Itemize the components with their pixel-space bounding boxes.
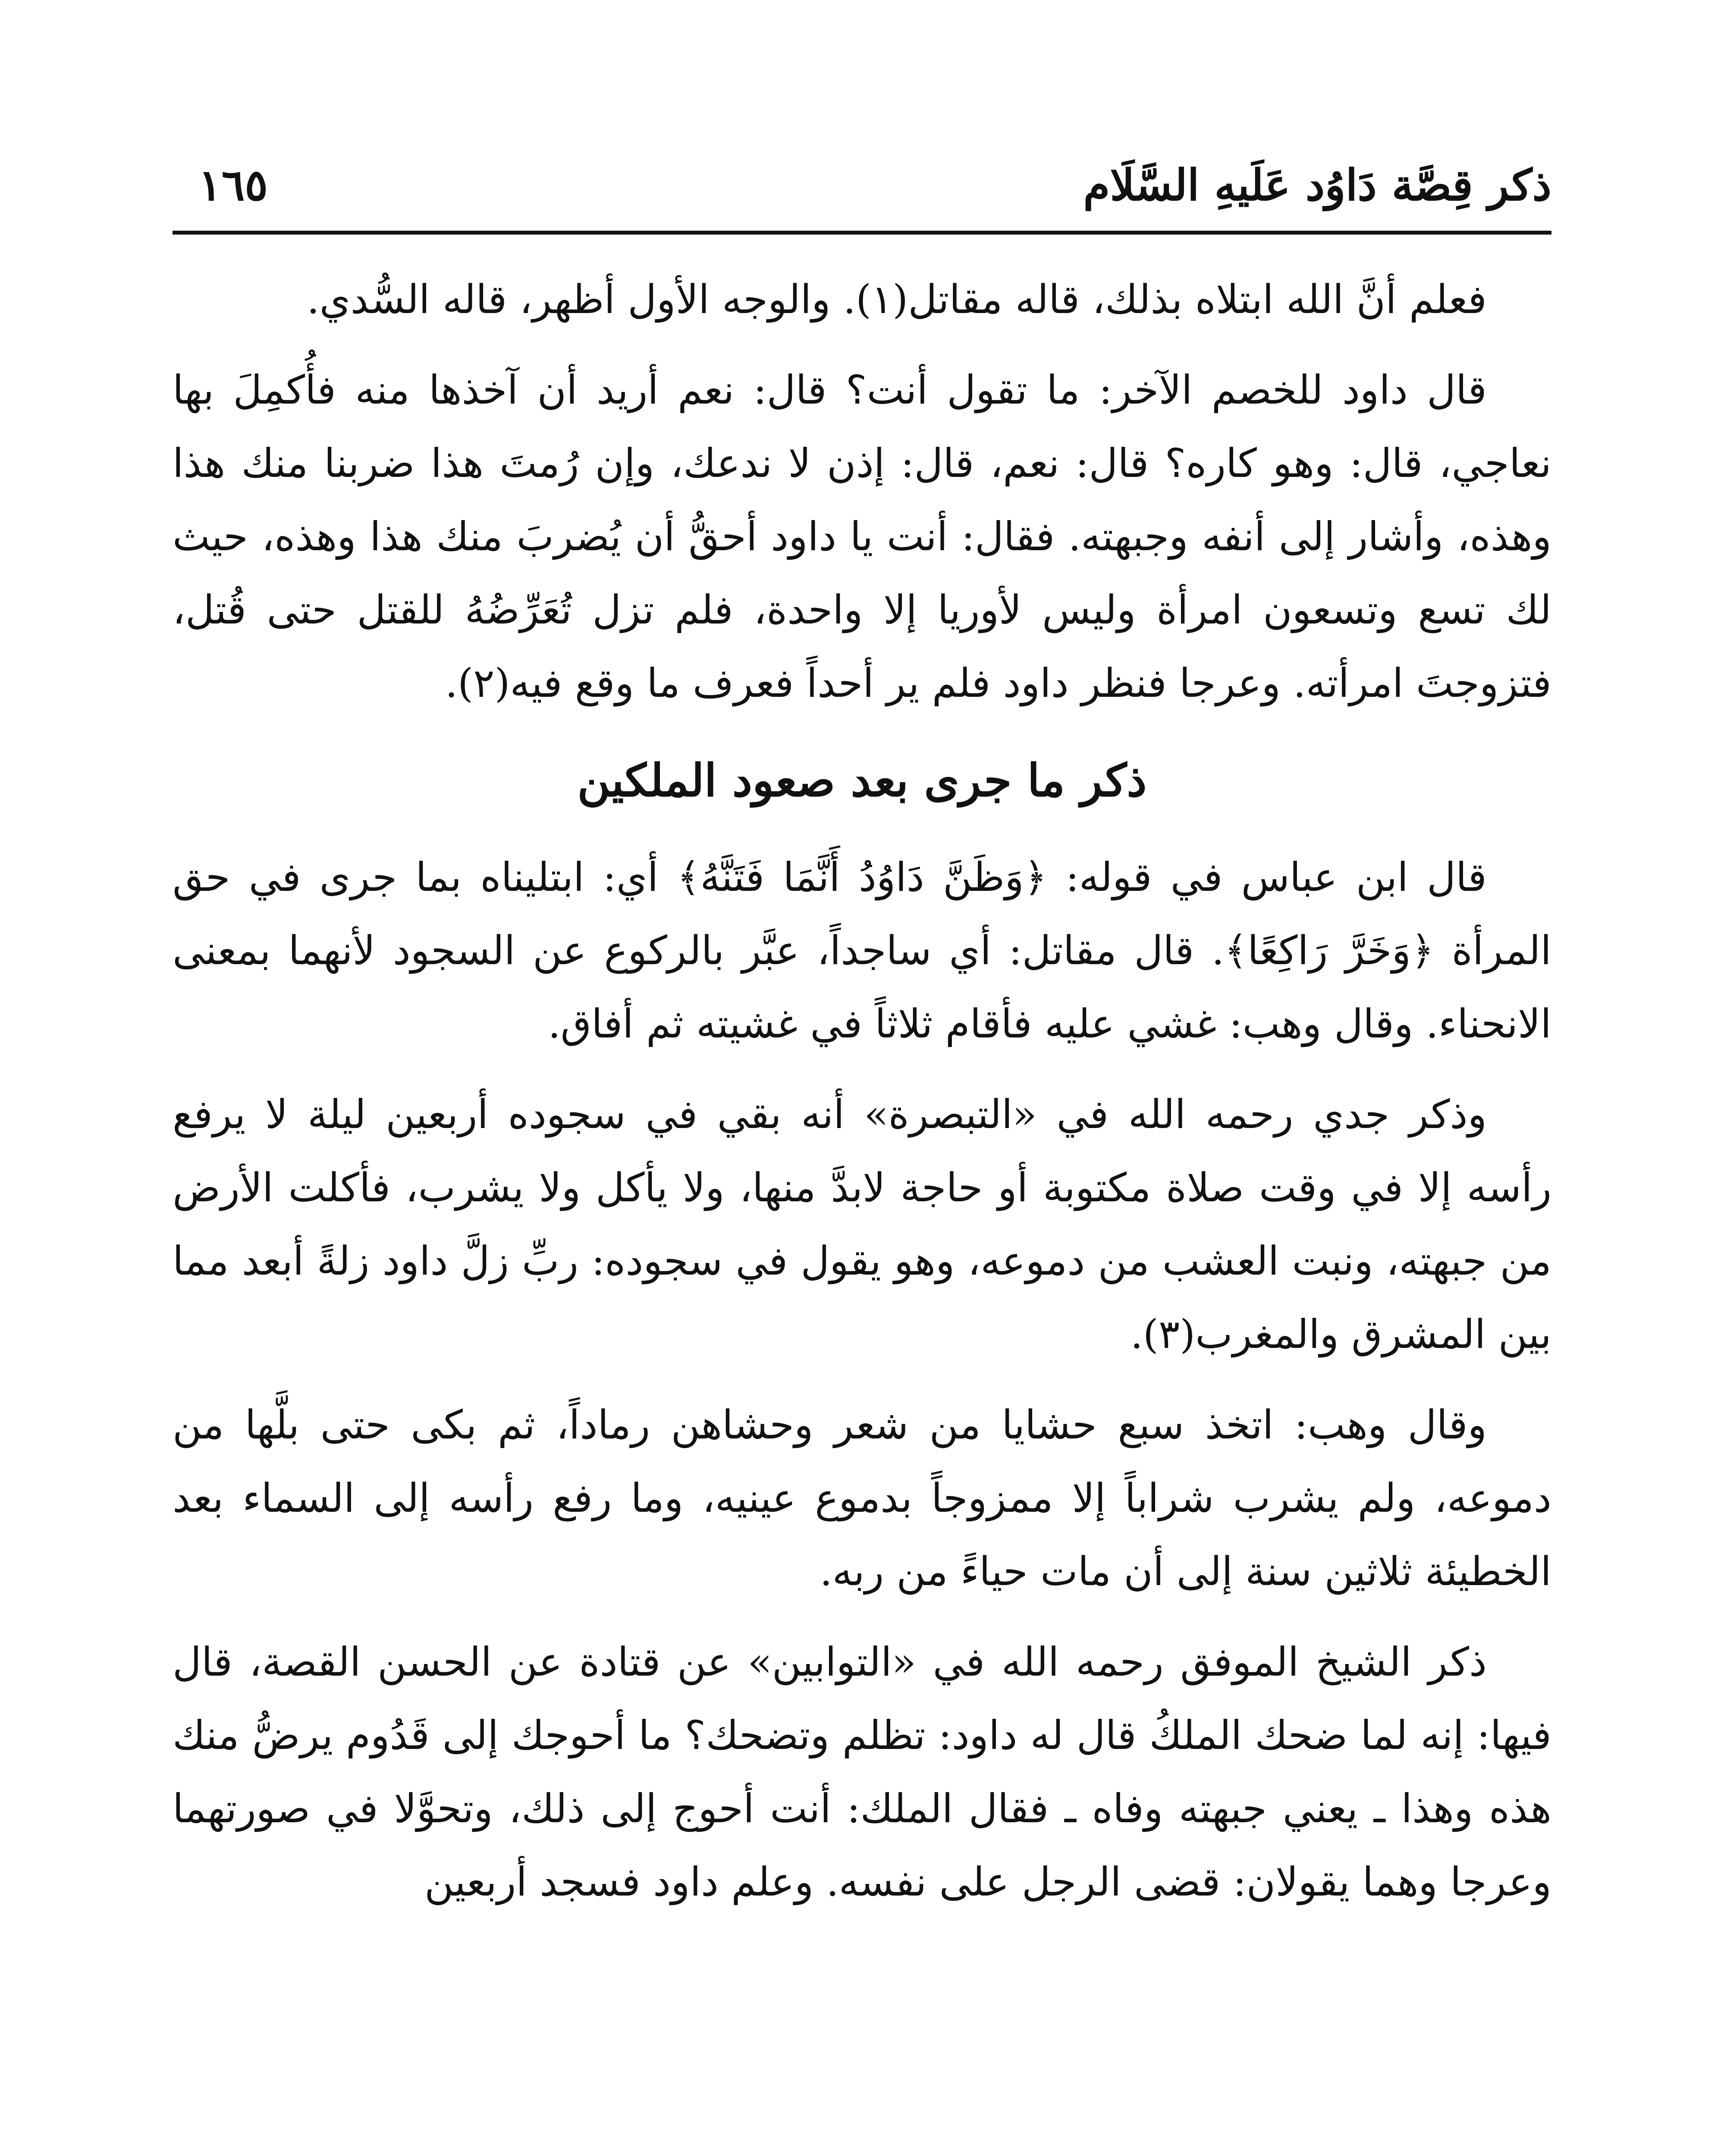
running-title: ذكر قِصَّة دَاوُد عَلَيهِ السَّلَام bbox=[1083, 160, 1551, 210]
paragraph-1: فعلم أنَّ الله ابتلاه بذلك، قاله مقاتل(١). والوجه الأول أظهر، قاله السُّدي. bbox=[307, 276, 1487, 323]
section-heading: ذكر ما جرى بعد صعود الملكين bbox=[577, 754, 1147, 807]
header-rule bbox=[173, 231, 1551, 235]
paragraph-5: وقال وهب: اتخذ سبع حشايا من شعر وحشاهن رماداً، ثم بكى حتى بلَّها من دموعه، ولم يشرب شراباً إلا ممزوجاً بدموع عينيه، وما رفع رأسه إلى السماء بعد الخطيئة ثلاثين سنة إلى أن مات حياءً من ربه. bbox=[173, 1402, 1551, 1595]
paragraph-6: ذكر الشيخ الموفق رحمه الله في «التوابين» عن قتادة عن الحسن القصة، قال فيها: إنه لما ضحك الملكُ قال له داود: تظلم وتضحك؟ ما أحوجك إلى قَدُوم يرضُّ منك هذه وهذا ـ يعني جبهته وفاه ـ فقال الملك: أنت أحوج إلى ذلك، وتحوَّلا في صورتهما وعرجا وهما يقولان: قضى الرجل على نفسه. وعلم داود فسجد أربعين bbox=[173, 1639, 1551, 1905]
paragraph-3: قال ابن عباس في قوله: ﴿وَظَنَّ دَاوُدُ أَنَّمَا فَتَنَّهُ﴾ أي: ابتليناه بما جرى في حق المرأة ﴿وَخَرَّ رَاكِعًا﴾. قال مقاتل: أي ساجداً، عبَّر بالركوع عن السجود لأنهما بمعنى الانحناء. وقال وهب: غشي عليه فأقام ثلاثاً في غشيته ثم أفاق. bbox=[173, 854, 1551, 1047]
paragraph-2: قال داود للخصم الآخر: ما تقول أنت؟ قال: نعم أريد أن آخذها منه فأُكمِلَ بها نعاجي، قال: وهو كاره؟ قال: نعم، قال: إذن لا ندعك، وإن رُمتَ هذا ضربنا منك هذا وهذه، وأشار إلى أنفه وجبهته. فقال: أنت يا داود أحقُّ أن يُضربَ منك هذا وهذه، حيث لك تسع وتسعون امرأة وليس لأوريا إلا واحدة، فلم تزل تُعَرِّضُهُ للقتل حتى قُتل، فتزوجتَ امرأته. وعرجا فنظر داود فلم ير أحداً فعرف ما وقع فيه(٢). bbox=[173, 367, 1551, 706]
page-number: ١٦٥ bbox=[198, 160, 268, 210]
main-text bbox=[173, 263, 1551, 1936]
page-header bbox=[173, 142, 1551, 220]
paragraph-4: وذكر جدي رحمه الله في «التبصرة» أنه بقي في سجوده أربعين ليلة لا يرفع رأسه إلا في وقت صلاة مكتوبة أو حاجة لابدَّ منها، ولا يأكل ولا يشرب، فأكلت الأرض من جبهته، ونبت العشب من دموعه، وهو يقول في سجوده: ربِّ زلَّ داود زلةً أبعد مما بين المشرق والمغرب(٣). bbox=[173, 1091, 1551, 1357]
